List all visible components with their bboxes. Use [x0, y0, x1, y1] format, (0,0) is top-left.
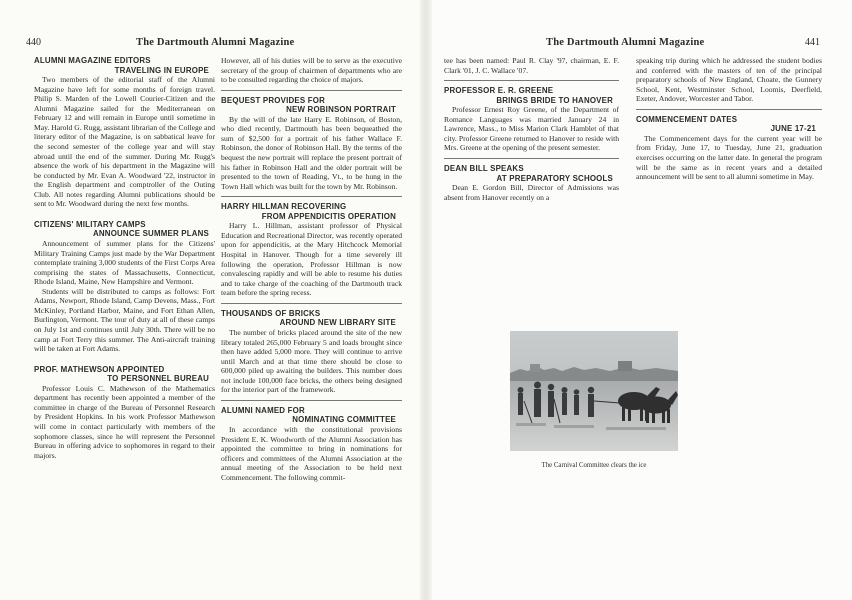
divider [636, 109, 822, 110]
divider [221, 303, 402, 304]
headline: DEAN BILL SPEAKS [444, 164, 524, 174]
headline: ANNOUNCE SUMMER PLANS [93, 229, 209, 239]
article-body: Dean E. Gordon Bill, Director of Admissions was absent from Hanover recently on a [444, 183, 619, 202]
article-body: The number of bricks placed around the site of the new library totaled 265,000 February 5 and loads brought since then have added 5,000 more. They will continue to arrive until March and at that time there should be close to 600,000 piled up awaiting the builders. This number does not include 100,000 face bricks, the others being designed for the interior part of the framework. [221, 327, 402, 395]
article-body: Two members of the editorial staff of the Alumni Magazine have left for some months of foreign travel. Philip S. Marden of the Lowell Courier-Citizen and the Alumni Magazine sailed for the Mediterranean on February 12 and will remain in Europe until sometime in May. Harold G. Rugg, assistant librarian of the College and literary editor of the Magazine, is on sabbatical leave for the second semester of the college year and will stay abroad until the end of the summer. During Mr. Rugg's absence the work of his department in the Magazine will be conducted by Mr. Evan A. Woodward '22, instructor in the English department and comptroller of the Outing Club. All notes regarding Alumni publications should be sent to Mr. Woodward during the next few months. [34, 75, 215, 209]
article-body: The Commencement days for the current year will be from Friday, June 17, to Tuesday, June 21, graduation exercises occurring on the latter date. In general the program will be the same as in recent years and a detailed announcement will be sent to all alumni sometime in May. [636, 133, 822, 182]
left-running-head: The Dartmouth Alumni Magazine [136, 37, 295, 48]
photo-caption: The Carnival Committee clears the ice [541, 462, 647, 469]
headline: ALUMNI MAGAZINE EDITORS [34, 56, 151, 65]
divider [444, 158, 619, 159]
article-body: Announcement of summer plans for the Citizens' Military Training Camps just made by the War Department contemplate training 3,000 students of the First Corps Area comprising the states of Massachusetts, Connecticut, Rhode Island, Maine, New Hampshire and Vermont. [34, 239, 215, 287]
headline: PROF. MATHEWSON APPOINTED [34, 364, 165, 374]
headline: AT PREPARATORY SCHOOLS [496, 173, 613, 183]
divider [444, 80, 619, 81]
divider [221, 90, 402, 91]
headline: FROM APPENDICITIS OPERATION [261, 211, 396, 221]
article-body: tee has been named: Paul R. Clay '97, chairman, E. F. Clark '01, J. C. Wallace '07. [444, 56, 619, 75]
left-column-1 [34, 56, 215, 460]
article-body: Professor Louis C. Mathewson of the Mathematics department has recently been appointed a member of the committee in charge of the Bureau of Personnel Research by President Hopkins. In his work Professor Mathewson will come in contact particularly with members of the sophomore classes, since he will represent the Personnel Bureau in offering advice to sophomores in regard to their majors. [34, 383, 215, 460]
left-page-number: 440 [26, 37, 41, 48]
article-body: In accordance with the constitutional provisions President E. K. Woodworth of the Alumni Association has appointed the committee to bring in nominations for officers and committees of the Alumni Association at the annual meeting of the Association to be held next Commencement. The following commit- [221, 424, 402, 482]
headline: TO PERSONNEL BUREAU [107, 374, 209, 384]
right-page-number: 441 [805, 37, 820, 48]
headline: COMMENCEMENT DATES [636, 114, 738, 124]
article-body: speaking trip during which he addressed the student bodies and conferred with the masters of ten of the principal preparatory schools of New England, Choate, the Gunnery School, Kent, Westminster School, Loomis, Deerfield, Exeter, Andover, Worcester and Tabor. [636, 56, 822, 104]
headline: PROFESSOR E. R. GREENE [444, 86, 554, 96]
headline: HARRY HILLMAN RECOVERING [221, 202, 347, 212]
right-running-head: The Dartmouth Alumni Magazine [546, 37, 705, 48]
right-column-1 [444, 56, 619, 202]
article-body: Students will be distributed to camps as follows: Fort Adams, Newport, Rhode Island, Camp Devens, Mass., Fort McKinley, Portland Harbor, Maine, and Fort Ethan Allen, Burlington, Vermont. The tour of duty at all of these camps on July 1st and continues until July 30th. There will be no camp at Fort Terry this summer. The Anti-aircraft training will be taken at Fort Adams. [34, 286, 215, 354]
right-column-2 [636, 56, 822, 182]
page-gutter [420, 0, 432, 600]
article-body: By the will of the late Harry E. Robinson, of Boston, who died recently, Dartmouth has been bequeathed the sum of $2,500 for a portrait of his father Wallace F. Robinson, the donor of Robinson Hall. By the terms of the bequest the new portrait will replace the present portrait of his father in Robinson Hall and the older portrait will be presented to the town of Reading, Vt., to be hung in the Town Hall which was built for the town by Mr. Robinson. [221, 114, 402, 191]
divider [221, 400, 402, 401]
headline: ALUMNI NAMED FOR [221, 405, 305, 415]
left-column-2 [221, 56, 402, 482]
headline: NEW ROBINSON PORTRAIT [286, 105, 396, 115]
headline: BEQUEST PROVIDES FOR [221, 95, 325, 105]
article-body: Professor Ernest Roy Greene, of the Department of Romance Languages was married January 24 in Lawrence, Mass., to Miss Marion Clark Hamblet of that city. Professor Greene returned to Hanover to reside with Mrs. Greene at the opening of the present semester. [444, 105, 619, 153]
article-body: However, all of his duties will be to serve as the executive secretary of the group of chairmen of departments who are to be consulted regarding the choice of majors. [221, 56, 402, 85]
headline: NOMINATING COMMITTEE [292, 415, 396, 425]
divider [221, 196, 402, 197]
headline: AROUND NEW LIBRARY SITE [279, 318, 396, 328]
carnival-ice-photo [510, 331, 678, 451]
headline-dates: JUNE 17-21 [770, 124, 816, 134]
headline: THOUSANDS OF BRICKS [221, 308, 321, 318]
headline: CITIZENS' MILITARY CAMPS [34, 219, 146, 229]
photograph [510, 331, 678, 451]
headline: TRAVELING IN EUROPE [114, 65, 209, 75]
headline: BRINGS BRIDE TO HANOVER [496, 95, 613, 105]
article-body: Harry L. Hillman, assistant professor of Physical Education and Recreational Director, was recently operated upon for appendicitis, at the Mary Hitchcock Memorial Hospital in Hanover. Though for a time severely ill following the operation, Professor Hillman is now convalescing rapidly and will be able to resume his duties and to take charge of the coaching of the Dartmouth track team before the spring recess. [221, 221, 402, 298]
